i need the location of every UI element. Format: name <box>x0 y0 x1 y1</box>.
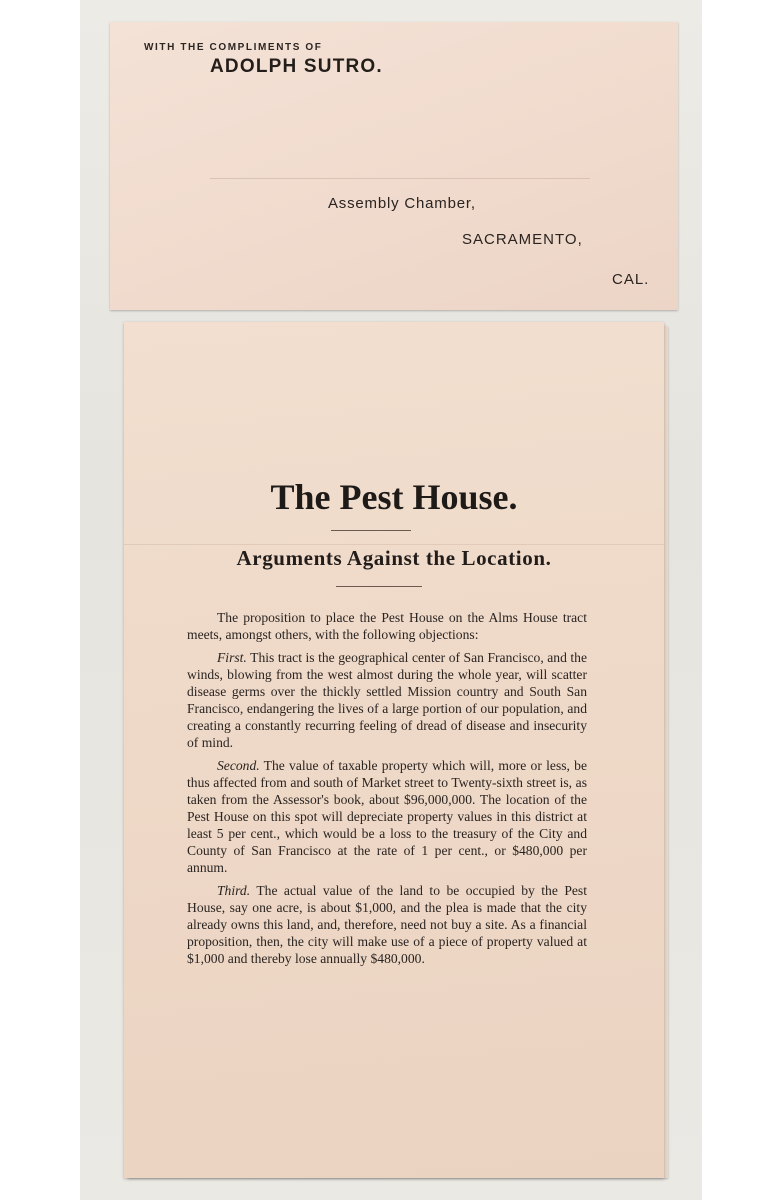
paragraph-second <box>187 757 587 876</box>
envelope-address-line-3: CAL. <box>612 271 650 288</box>
paragraph-lead: Second. <box>217 758 260 773</box>
paragraph-first <box>187 649 587 751</box>
envelope-address-line-2: SACRAMENTO, <box>462 231 583 248</box>
paragraph-lead: First. <box>217 650 247 665</box>
paragraph-text: The actual value of the land to be occupied by the Pest House, say one acre, is about $1,000, and the plea is made that the city already owns this land, and, therefore, need not buy a site. As a financial proposition, then, the city will make use of a piece of property valued at $1,000 and thereby lose annually $480,000. <box>187 883 588 966</box>
envelope-sender-name: ADOLPH SUTRO. <box>210 56 383 77</box>
pamphlet-sheet <box>124 322 664 1178</box>
envelope-address-rule <box>210 178 590 179</box>
envelope-compliments-line: WITH THE COMPLIMENTS OF <box>144 42 323 53</box>
subtitle-rule <box>336 586 422 587</box>
paragraph-text: The proposition to place the Pest House on the Alms House tract meets, amongst others, with the following objections: <box>187 610 587 642</box>
paragraph-lead: Third. <box>217 883 251 898</box>
paragraph-text: This tract is the geographical center of San Francisco, and the winds, blowing from the west almost during the whole year, will scatter disease germs over the thickly settled Mission country and South San Francisco, endangering the lives of a large portion of our population, and creating a constantly recurring feeling of dread of disease and insecurity of mind. <box>187 650 588 750</box>
document-body <box>187 609 587 973</box>
sheet-fold-line <box>124 544 664 545</box>
document-title: The Pest House. <box>270 477 518 517</box>
paragraph-third <box>187 882 587 967</box>
title-rule <box>331 530 411 531</box>
paragraph-text: The value of taxable property which will, more or less, be thus affected from and south of Market street to Twenty-sixth street is, as taken from the Assessor's book, about $96,000,000. The location of the Pest House on this spot will depreciate property values in this district at least 5 per cent., which would be a loss to the treasury of the City and County of San Francisco at the rate of 1 per cent., or $480,000 per annum. <box>187 758 588 875</box>
envelope <box>110 22 678 310</box>
envelope-address-line-1: Assembly Chamber, <box>328 195 476 212</box>
document-subtitle: Arguments Against the Location. <box>236 546 552 570</box>
paragraph-intro <box>187 609 587 643</box>
